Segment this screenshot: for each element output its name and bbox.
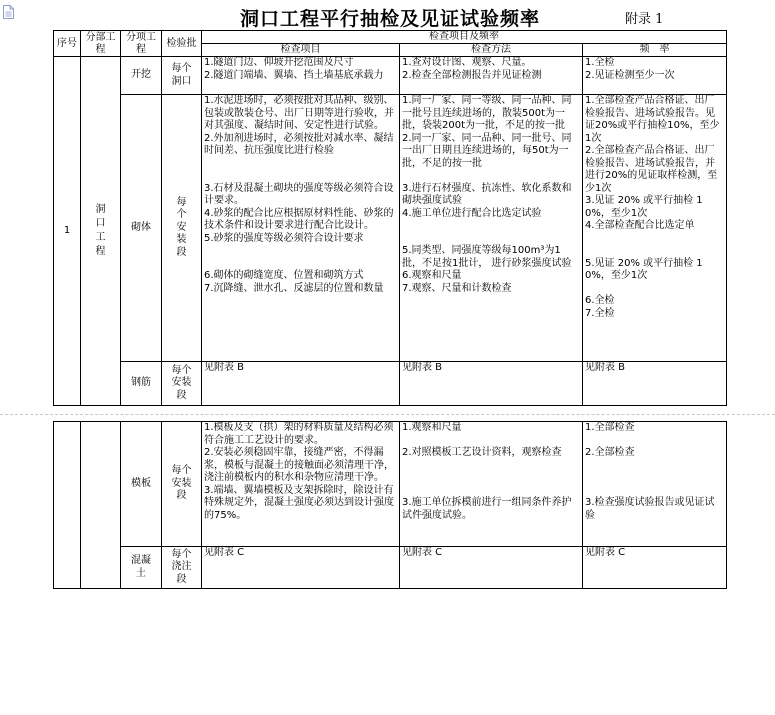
header-check-item: 检查项目 [202,44,400,57]
method-gangjin: 见附表 B [400,362,583,406]
item-qiti: 1.水泥进场时，必须按批对其品种、级别、包装或散装仓号、出厂日期等进行验收，并对其强度、凝结时间、安定性进行试验。 2.外加剂进场时，必须按批对减水率、凝结时间差、抗压强度比进行检验 3.石材及混凝土砌块的强度等级必须符合设计要求。 4.砂浆的配合比应根据原材料性能、砂浆的技术条件和设计要求进行配合比设计。 5.砂浆的强度等级必须符合设计要求 6.砌体的砌缝宽度、位置和砌筑方式 7.沉降缝、泄水孔、反滤层的位置和数量 [202,95,400,362]
table-row [54,95,727,362]
method-hunningtu: 见附表 C [400,547,583,589]
table-row [54,547,727,589]
freq-gangjin: 见附表 B [583,362,727,406]
header-batch: 检验批 [162,31,202,57]
freq-muban: 1.全部检查 2.全部检查 3.检查强度试验报告或见证试验 [583,422,727,547]
batch-kaiwa: 每个洞口 [162,57,202,95]
batch-qiti: 每个安装段 [162,95,202,362]
method-kaiwa: 1.查对设计图、观察、尺量。 2.检查全部检测报告并见证检测 [400,57,583,95]
method-muban: 1.观察和尺量 2.对照模板工艺设计资料，观察检查 3.施工单位拆模前进行一组同条件养护试件强度试验。 [400,422,583,547]
batch-gangjin: 每个安装段 [162,362,202,406]
seq-cell-cont [54,422,81,589]
table-row [54,362,727,406]
inspection-table-page1 [53,30,727,406]
title-row [0,4,775,30]
appendix-label: 附录 1 [625,12,664,27]
header-subitem: 分项工程 [121,31,162,57]
subitem-gangjin: 钢筋 [121,362,162,406]
table-row [54,57,727,95]
subitem-muban: 模板 [121,422,162,547]
freq-hunningtu: 见附表 C [583,547,727,589]
subitem-qiti: 砌体 [121,95,162,362]
header-check-method: 检查方法 [400,44,583,57]
item-gangjin: 见附表 B [202,362,400,406]
batch-hunningtu: 每个浇注段 [162,547,202,589]
item-muban: 1.模板及支（拱）架的材料质量及结构必须符合施工工艺设计的要求。 2.安装必须稳固牢靠，接缝严密，不得漏浆，模板与混凝土的接触面必须清理干净，浇注前模板内的积水和杂物应清理干净。 3.端墙、翼墙模板及支架拆除时，除设计有特殊规定外，混凝土强度必须达到设计强度的75%。 [202,422,400,547]
header-frequency: 频 率 [583,44,727,57]
subitem-kaiwa: 开挖 [121,57,162,95]
item-hunningtu: 见附表 C [202,547,400,589]
doc-title: 洞口工程平行抽检及见证试验频率 [240,8,541,30]
method-qiti: 1.同一厂家、同一等级、同一品种、同一批号且连续进场的，散装500t为一批，袋装200t为一批，不足的按一批 2.同一厂家、同一品种、同一批号、同一出厂日期且连续进场的，每50t为一批，不足的按一批 3.进行石材强度、抗冻性、软化系数和砌块强度试验 4.施工单位进行配合比选定试验 5.同类型、同强度等级每100m³为1批，不足按1批计， 进行砂浆强度试验 6.观察和尺量 7.观察、尺量和计数检查 [400,95,583,362]
division-cell: 洞口工程 [81,57,121,406]
header-division: 分部工程 [81,31,121,57]
seq-cell: 1 [54,57,81,406]
header-seq: 序号 [54,31,81,57]
subitem-hunningtu: 混凝土 [121,547,162,589]
freq-qiti: 1.全部检查产品合格证、出厂检验报告、进场试验报告。见证20%或平行抽检10%，至少1次 2.全部检查产品合格证、出厂检验报告、进场试验报告，并进行20%的见证取样检测，至少1次 3.见证 20% 或平行抽检 10%，至少1次 4.全部检查配合比选定单 5.见证 20% 或平行抽检 10%，至少1次 6.全检 7.全检 [583,95,727,362]
page-break-line [0,414,775,415]
batch-muban: 每个安装段 [162,422,202,547]
item-kaiwa: 1.隧道门边、仰坡开挖范围及尺寸 2.隧道门端墙、翼墙、挡土墙基底承载力 [202,57,400,95]
inspection-table-page2 [53,421,727,589]
table-row [54,422,727,547]
header-items-group: 检查项目及频率 [202,31,727,44]
freq-kaiwa: 1.全检 2.见证检测至少一次 [583,57,727,95]
division-cell-cont [81,422,121,589]
